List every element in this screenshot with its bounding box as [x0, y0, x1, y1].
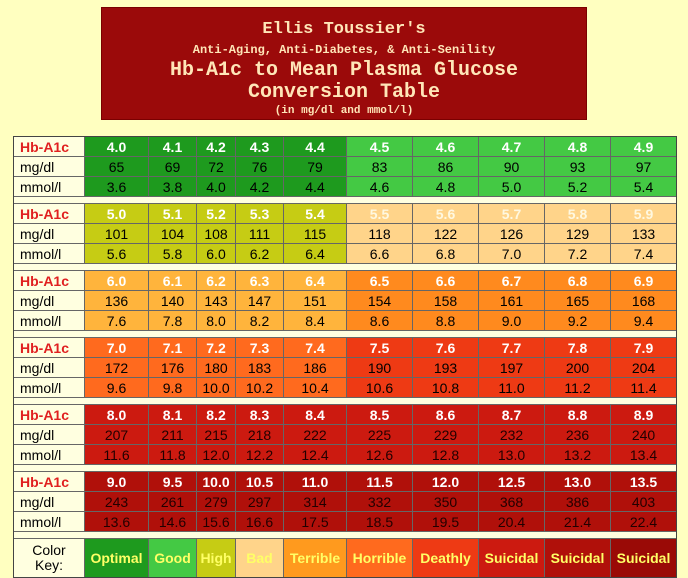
glucose-value: 11.6 [85, 445, 148, 464]
hba1c-value: 12.5 [479, 472, 544, 491]
hba1c-value: 4.7 [479, 137, 544, 156]
hba1c-value: 4.8 [545, 137, 610, 156]
glucose-value: 8.8 [413, 311, 478, 330]
hba1c-value: 6.7 [479, 271, 544, 290]
block-separator [14, 264, 676, 270]
glucose-value: 10.6 [347, 378, 412, 397]
hba1c-value: 10.5 [236, 472, 283, 491]
glucose-value: 225 [347, 425, 412, 444]
color-key-item: Suicidal [479, 539, 544, 577]
table-title-line1: Hb-A1c to Mean Plasma Glucose [169, 59, 519, 82]
hba1c-value: 12.0 [413, 472, 478, 491]
row-label: mg/dl [14, 291, 84, 310]
hba1c-value: 11.5 [347, 472, 412, 491]
block-separator [14, 398, 676, 404]
glucose-value: 5.4 [611, 177, 676, 196]
glucose-value: 13.2 [545, 445, 610, 464]
glucose-value: 17.5 [284, 512, 346, 531]
mgdl-row [14, 224, 676, 243]
glucose-value: 4.6 [347, 177, 412, 196]
hba1c-value: 4.6 [413, 137, 478, 156]
glucose-value: 8.2 [236, 311, 283, 330]
glucose-value: 211 [149, 425, 196, 444]
row-label: mmol/l [14, 244, 84, 263]
hba1c-value: 5.8 [545, 204, 610, 223]
hba1c-value: 5.0 [85, 204, 148, 223]
glucose-value: 8.0 [197, 311, 235, 330]
glucose-value: 261 [149, 492, 196, 511]
row-label: mg/dl [14, 425, 84, 444]
hba1c-value: 7.1 [149, 338, 196, 357]
glucose-value: 10.2 [236, 378, 283, 397]
row-label: Hb-A1c [14, 472, 84, 491]
hba1c-value: 4.5 [347, 137, 412, 156]
glucose-value: 197 [479, 358, 544, 377]
mgdl-row [14, 492, 676, 511]
hba1c-value: 6.1 [149, 271, 196, 290]
hba1c-value: 7.8 [545, 338, 610, 357]
row-label: mmol/l [14, 311, 84, 330]
glucose-value: 12.0 [197, 445, 235, 464]
glucose-value: 90 [479, 157, 544, 176]
hba1c-value: 6.0 [85, 271, 148, 290]
hba1c-value: 5.3 [236, 204, 283, 223]
glucose-value: 65 [85, 157, 148, 176]
hba1c-row [14, 472, 676, 491]
hba1c-value: 7.5 [347, 338, 412, 357]
row-label: mmol/l [14, 512, 84, 531]
glucose-value: 4.8 [413, 177, 478, 196]
hba1c-value: 8.6 [413, 405, 478, 424]
conversion-table [13, 136, 677, 578]
glucose-value: 350 [413, 492, 478, 511]
hba1c-value: 8.7 [479, 405, 544, 424]
hba1c-value: 6.8 [545, 271, 610, 290]
hba1c-value: 7.6 [413, 338, 478, 357]
color-key-item: Good [149, 539, 196, 577]
glucose-value: 18.5 [347, 512, 412, 531]
glucose-value: 20.4 [479, 512, 544, 531]
hba1c-value: 7.9 [611, 338, 676, 357]
hba1c-value: 5.6 [413, 204, 478, 223]
glucose-value: 9.8 [149, 378, 196, 397]
hba1c-value: 8.5 [347, 405, 412, 424]
color-key-item: Suicidal [611, 539, 676, 577]
glucose-value: 126 [479, 224, 544, 243]
row-label: mg/dl [14, 492, 84, 511]
hba1c-value: 5.9 [611, 204, 676, 223]
glucose-value: 9.0 [479, 311, 544, 330]
glucose-value: 143 [197, 291, 235, 310]
row-label: Hb-A1c [14, 137, 84, 156]
glucose-value: 101 [85, 224, 148, 243]
color-key-label [14, 539, 84, 577]
hba1c-value: 5.7 [479, 204, 544, 223]
hba1c-value: 6.3 [236, 271, 283, 290]
block-separator [14, 331, 676, 337]
mgdl-row [14, 157, 676, 176]
hba1c-value: 7.0 [85, 338, 148, 357]
glucose-value: 10.0 [197, 378, 235, 397]
glucose-value: 93 [545, 157, 610, 176]
hba1c-value: 4.2 [197, 137, 235, 156]
glucose-value: 140 [149, 291, 196, 310]
row-label: mg/dl [14, 358, 84, 377]
hba1c-value: 4.4 [284, 137, 346, 156]
hba1c-value: 6.2 [197, 271, 235, 290]
glucose-value: 4.2 [236, 177, 283, 196]
hba1c-value: 8.1 [149, 405, 196, 424]
table-title-line2: Conversion Table [247, 81, 441, 104]
glucose-value: 190 [347, 358, 412, 377]
mmoll-row [14, 445, 676, 464]
glucose-value: 279 [197, 492, 235, 511]
hba1c-value: 9.5 [149, 472, 196, 491]
row-label: Hb-A1c [14, 338, 84, 357]
glucose-value: 11.8 [149, 445, 196, 464]
row-label: Hb-A1c [14, 271, 84, 290]
glucose-value: 5.8 [149, 244, 196, 263]
hba1c-value: 6.9 [611, 271, 676, 290]
block-separator [14, 532, 676, 538]
hba1c-value: 13.5 [611, 472, 676, 491]
glucose-value: 13.4 [611, 445, 676, 464]
row-label: mg/dl [14, 224, 84, 243]
mgdl-row [14, 358, 676, 377]
mmoll-row [14, 244, 676, 263]
units-note: (in mg/dl and mmol/l) [274, 105, 414, 117]
hba1c-row [14, 204, 676, 223]
glucose-value: 13.6 [85, 512, 148, 531]
glucose-value: 11.0 [479, 378, 544, 397]
color-key-row [14, 539, 676, 577]
glucose-value: 5.2 [545, 177, 610, 196]
glucose-value: 147 [236, 291, 283, 310]
hba1c-value: 8.4 [284, 405, 346, 424]
glucose-value: 7.4 [611, 244, 676, 263]
glucose-value: 19.5 [413, 512, 478, 531]
glucose-value: 386 [545, 492, 610, 511]
glucose-value: 161 [479, 291, 544, 310]
row-label: mg/dl [14, 157, 84, 176]
hba1c-value: 8.0 [85, 405, 148, 424]
glucose-value: 136 [85, 291, 148, 310]
glucose-value: 168 [611, 291, 676, 310]
glucose-value: 12.6 [347, 445, 412, 464]
glucose-value: 7.2 [545, 244, 610, 263]
glucose-value: 16.6 [236, 512, 283, 531]
glucose-value: 240 [611, 425, 676, 444]
glucose-value: 104 [149, 224, 196, 243]
mgdl-row [14, 291, 676, 310]
subtitle: Anti-Aging, Anti-Diabetes, & Anti-Senility [192, 43, 496, 57]
glucose-value: 69 [149, 157, 196, 176]
glucose-value: 6.8 [413, 244, 478, 263]
hba1c-value: 6.5 [347, 271, 412, 290]
glucose-value: 11.2 [545, 378, 610, 397]
glucose-value: 222 [284, 425, 346, 444]
glucose-value: 204 [611, 358, 676, 377]
hba1c-value: 8.3 [236, 405, 283, 424]
color-key-item: Terrible [284, 539, 346, 577]
glucose-value: 236 [545, 425, 610, 444]
hba1c-value: 8.9 [611, 405, 676, 424]
hba1c-value: 4.9 [611, 137, 676, 156]
glucose-value: 154 [347, 291, 412, 310]
glucose-value: 5.0 [479, 177, 544, 196]
glucose-value: 207 [85, 425, 148, 444]
block-separator [14, 465, 676, 471]
glucose-value: 7.8 [149, 311, 196, 330]
glucose-value: 297 [236, 492, 283, 511]
author-title: Ellis Toussier's [262, 20, 426, 39]
glucose-value: 118 [347, 224, 412, 243]
hba1c-value: 7.2 [197, 338, 235, 357]
color-key-label-line1: Color [32, 542, 66, 558]
glucose-value: 108 [197, 224, 235, 243]
hba1c-row [14, 338, 676, 357]
glucose-value: 158 [413, 291, 478, 310]
glucose-value: 7.0 [479, 244, 544, 263]
glucose-value: 21.4 [545, 512, 610, 531]
glucose-value: 4.0 [197, 177, 235, 196]
glucose-value: 172 [85, 358, 148, 377]
hba1c-value: 9.0 [85, 472, 148, 491]
color-key-item: Horrible [347, 539, 412, 577]
glucose-value: 10.8 [413, 378, 478, 397]
glucose-value: 6.2 [236, 244, 283, 263]
glucose-value: 215 [197, 425, 235, 444]
glucose-value: 9.4 [611, 311, 676, 330]
row-label: mmol/l [14, 177, 84, 196]
glucose-value: 72 [197, 157, 235, 176]
glucose-value: 86 [413, 157, 478, 176]
row-label: mmol/l [14, 378, 84, 397]
hba1c-value: 8.2 [197, 405, 235, 424]
hba1c-value: 5.4 [284, 204, 346, 223]
glucose-value: 186 [284, 358, 346, 377]
glucose-value: 5.6 [85, 244, 148, 263]
mmoll-row [14, 378, 676, 397]
hba1c-value: 4.3 [236, 137, 283, 156]
glucose-value: 111 [236, 224, 283, 243]
glucose-value: 314 [284, 492, 346, 511]
glucose-value: 3.8 [149, 177, 196, 196]
glucose-value: 15.6 [197, 512, 235, 531]
block-separator [14, 197, 676, 203]
hba1c-value: 5.5 [347, 204, 412, 223]
glucose-value: 368 [479, 492, 544, 511]
color-key-label-line2: Key: [34, 557, 63, 573]
glucose-value: 76 [236, 157, 283, 176]
hba1c-value: 11.0 [284, 472, 346, 491]
glucose-value: 14.6 [149, 512, 196, 531]
glucose-value: 83 [347, 157, 412, 176]
glucose-value: 165 [545, 291, 610, 310]
glucose-value: 9.2 [545, 311, 610, 330]
color-key-item: Suicidal [545, 539, 610, 577]
glucose-value: 232 [479, 425, 544, 444]
row-label: Hb-A1c [14, 204, 84, 223]
glucose-value: 4.4 [284, 177, 346, 196]
glucose-value: 12.4 [284, 445, 346, 464]
glucose-value: 79 [284, 157, 346, 176]
hba1c-value: 13.0 [545, 472, 610, 491]
title-banner [101, 7, 587, 120]
hba1c-value: 5.2 [197, 204, 235, 223]
hba1c-value: 6.6 [413, 271, 478, 290]
glucose-value: 180 [197, 358, 235, 377]
glucose-value: 6.0 [197, 244, 235, 263]
hba1c-value: 7.3 [236, 338, 283, 357]
hba1c-value: 5.1 [149, 204, 196, 223]
glucose-value: 229 [413, 425, 478, 444]
color-key-item: High [197, 539, 235, 577]
hba1c-value: 7.4 [284, 338, 346, 357]
glucose-value: 8.6 [347, 311, 412, 330]
glucose-value: 129 [545, 224, 610, 243]
glucose-value: 151 [284, 291, 346, 310]
glucose-value: 6.6 [347, 244, 412, 263]
glucose-value: 11.4 [611, 378, 676, 397]
row-label: mmol/l [14, 445, 84, 464]
glucose-value: 9.6 [85, 378, 148, 397]
glucose-value: 332 [347, 492, 412, 511]
glucose-value: 403 [611, 492, 676, 511]
glucose-value: 176 [149, 358, 196, 377]
hba1c-value: 7.7 [479, 338, 544, 357]
row-label: Hb-A1c [14, 405, 84, 424]
hba1c-row [14, 271, 676, 290]
glucose-value: 243 [85, 492, 148, 511]
glucose-value: 7.6 [85, 311, 148, 330]
hba1c-value: 4.1 [149, 137, 196, 156]
glucose-value: 183 [236, 358, 283, 377]
glucose-value: 3.6 [85, 177, 148, 196]
mmoll-row [14, 311, 676, 330]
hba1c-row [14, 137, 676, 156]
glucose-value: 12.2 [236, 445, 283, 464]
glucose-value: 12.8 [413, 445, 478, 464]
glucose-value: 97 [611, 157, 676, 176]
glucose-value: 193 [413, 358, 478, 377]
hba1c-value: 4.0 [85, 137, 148, 156]
glucose-value: 115 [284, 224, 346, 243]
hba1c-value: 10.0 [197, 472, 235, 491]
color-key-item: Optimal [85, 539, 148, 577]
glucose-value: 200 [545, 358, 610, 377]
hba1c-row [14, 405, 676, 424]
glucose-value: 6.4 [284, 244, 346, 263]
mgdl-row [14, 425, 676, 444]
color-key-item: Bad [236, 539, 283, 577]
mmoll-row [14, 512, 676, 531]
glucose-value: 22.4 [611, 512, 676, 531]
color-key-item: Deathly [413, 539, 478, 577]
mmoll-row [14, 177, 676, 196]
glucose-value: 133 [611, 224, 676, 243]
hba1c-value: 8.8 [545, 405, 610, 424]
glucose-value: 218 [236, 425, 283, 444]
glucose-value: 8.4 [284, 311, 346, 330]
glucose-value: 10.4 [284, 378, 346, 397]
hba1c-value: 6.4 [284, 271, 346, 290]
glucose-value: 122 [413, 224, 478, 243]
glucose-value: 13.0 [479, 445, 544, 464]
